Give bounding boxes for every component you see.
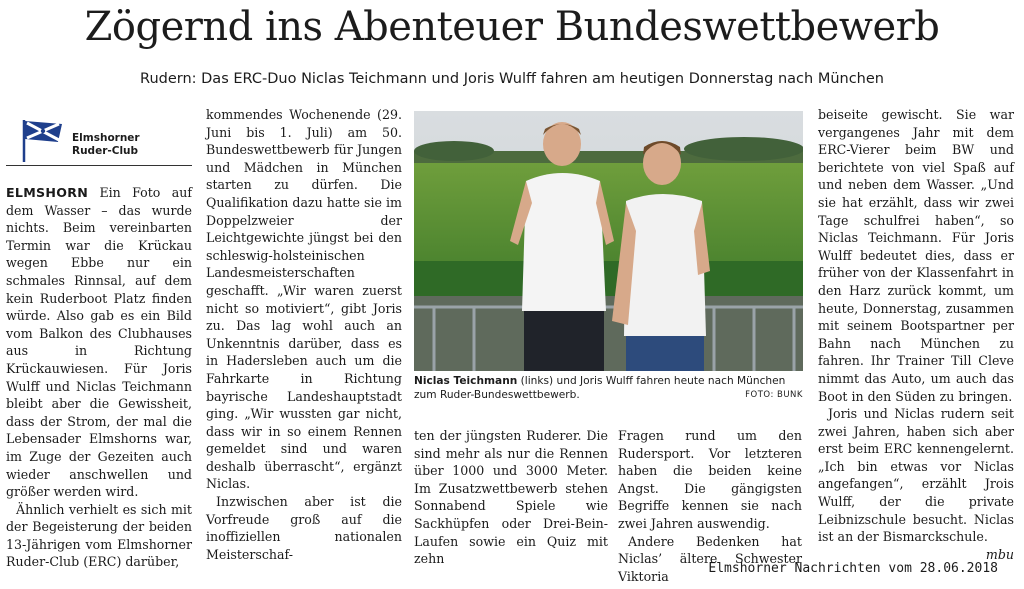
caption-name: Niclas Teichmann [414, 375, 518, 387]
paragraph: Inzwischen aber ist die Vorfreude groß auf die inoffiziellen nationalen Meisterschaf- [206, 494, 402, 562]
paragraph-text: Joris und Niclas rudern seit zwei Jahren, haben sich aber erst beim ERC kennengelernt. „Ich bin etwas vor Niclas angefangen“, erzählt Jrois Wulff, der die private Leibnizschule besucht. Niclas ist an der Bismarckschule. [818, 406, 1014, 545]
paragraph: Fragen rund um den Rudersport. Vor letzteren haben die beiden keine Angst. Die gängigsten Begriffe kennen sie nach zwei Jahren auswendig. [618, 428, 802, 531]
paragraph: kommendes Wochenende (29. Juni bis 1. Juli) am 50. Bundeswettbewerb für Jungen und Mädchen in München starten zu dürfen. Die Qualifikation dazu hatte sie im Doppelzweier der Leichtgewichte jüngst bei den schleswig-holsteinischen Landesmeisterschaften geschafft. „Wir waren zuerst nicht so motiviert“, gibt Joris zu. Das lag wohl auch an Unkenntnis darüber, dass es in Hadersleben auch um die Fahrkarte in Richtung bayrische Landeshauptstadt ging. „Wir wussten gar nicht, dass wir in so einem Rennen gemeldet sind und waren deshalb überrascht“, ergänzt Niclas. [206, 107, 402, 492]
paragraph: beiseite gewischt. Sie war vergangenes Jahr mit dem ERC-Vierer beim BW und berichtete von viel Spaß auf und neben dem Wasser. „Und sie hat erzählt, dass wir zwei Tage schulfrei haben“, so Niclas Teichmann. Für Joris Wulff bedeutet dies, dass er früher von der Klassenfahrt in den Harz zurück kommt, um heute, Donnerstag, zusammen mit seinem Bootspartner per Bahn nach München zu fahren. Ihr Trainer Till Cleve nimmt das Auto, um auch das Boot in den Süden zu bringen. [818, 107, 1014, 404]
paragraph [818, 405, 1014, 562]
club-info-box [6, 111, 192, 166]
source-line: Elmshorner Nachrichten vom 28.06.2018 [708, 561, 998, 576]
paragraph: ten der jüngsten Ruderer. Die sind mehr als nur die Rennen über 1000 und 3000 Meter. Im Zusatzwettbewerb stehen Sonnabend Spiele wie Sackhüpfen oder Drei-Bein-Laufen sowie ein Quiz mit zehn [414, 428, 608, 567]
caption-text: (links) und Joris Wulff fahren heute nach München zum Ruder-Bundeswettbewerb. [414, 375, 786, 401]
article-column-2 [206, 106, 402, 563]
club-name-line1: Elmshorner [72, 132, 140, 144]
paragraph: Ähnlich verhielt es sich mit der Begeisterung der beiden 13-Jährigen vom Elmshorner Ruder-Club (ERC) darüber, [6, 501, 192, 570]
author-initials: mbu [985, 546, 1014, 562]
club-name [72, 132, 182, 158]
headline: Zögernd ins Abenteuer Bundeswettbewerb [84, 4, 940, 50]
paragraph-text: Ein Foto auf dem Wasser – das wurde nichts. Beim vereinbarten Termin war die Krückau wegen Ebbe nur ein schmales Rinnsal, auf dem kein Ruderboot Platz finden würde. Also gab es ein Bild vom Balkon des Clubhauses aus in Richtung Krückauwiesen. Für Joris Wulff und Niclas Teichmann bleibt aber die Gewissheit, dass der Strom, der mal die Lebensader Elmshorns war, im Zuge der Gezeiten auch wieder anschwellen und größer werden wird. [6, 185, 192, 500]
dateline: ELMSHORN [6, 185, 89, 200]
photo-caption [414, 374, 803, 402]
photo-credit: FOTO: BUNK [745, 390, 803, 400]
rowing-club-flag-icon [18, 118, 66, 164]
paragraph: Andere Bedenken hat Niclas’ ältere Schwester Viktoria [618, 533, 802, 584]
club-name-line2: Ruder-Club [72, 145, 139, 157]
article-column-5 [818, 106, 1014, 563]
article-photo [414, 111, 803, 371]
article-column-1 [6, 184, 192, 571]
paragraph [6, 184, 192, 501]
subheadline: Rudern: Das ERC-Duo Niclas Teichmann und Joris Wulff fahren am heutigen Donnerstag nach München [140, 71, 884, 87]
article-column-3 [414, 427, 608, 568]
